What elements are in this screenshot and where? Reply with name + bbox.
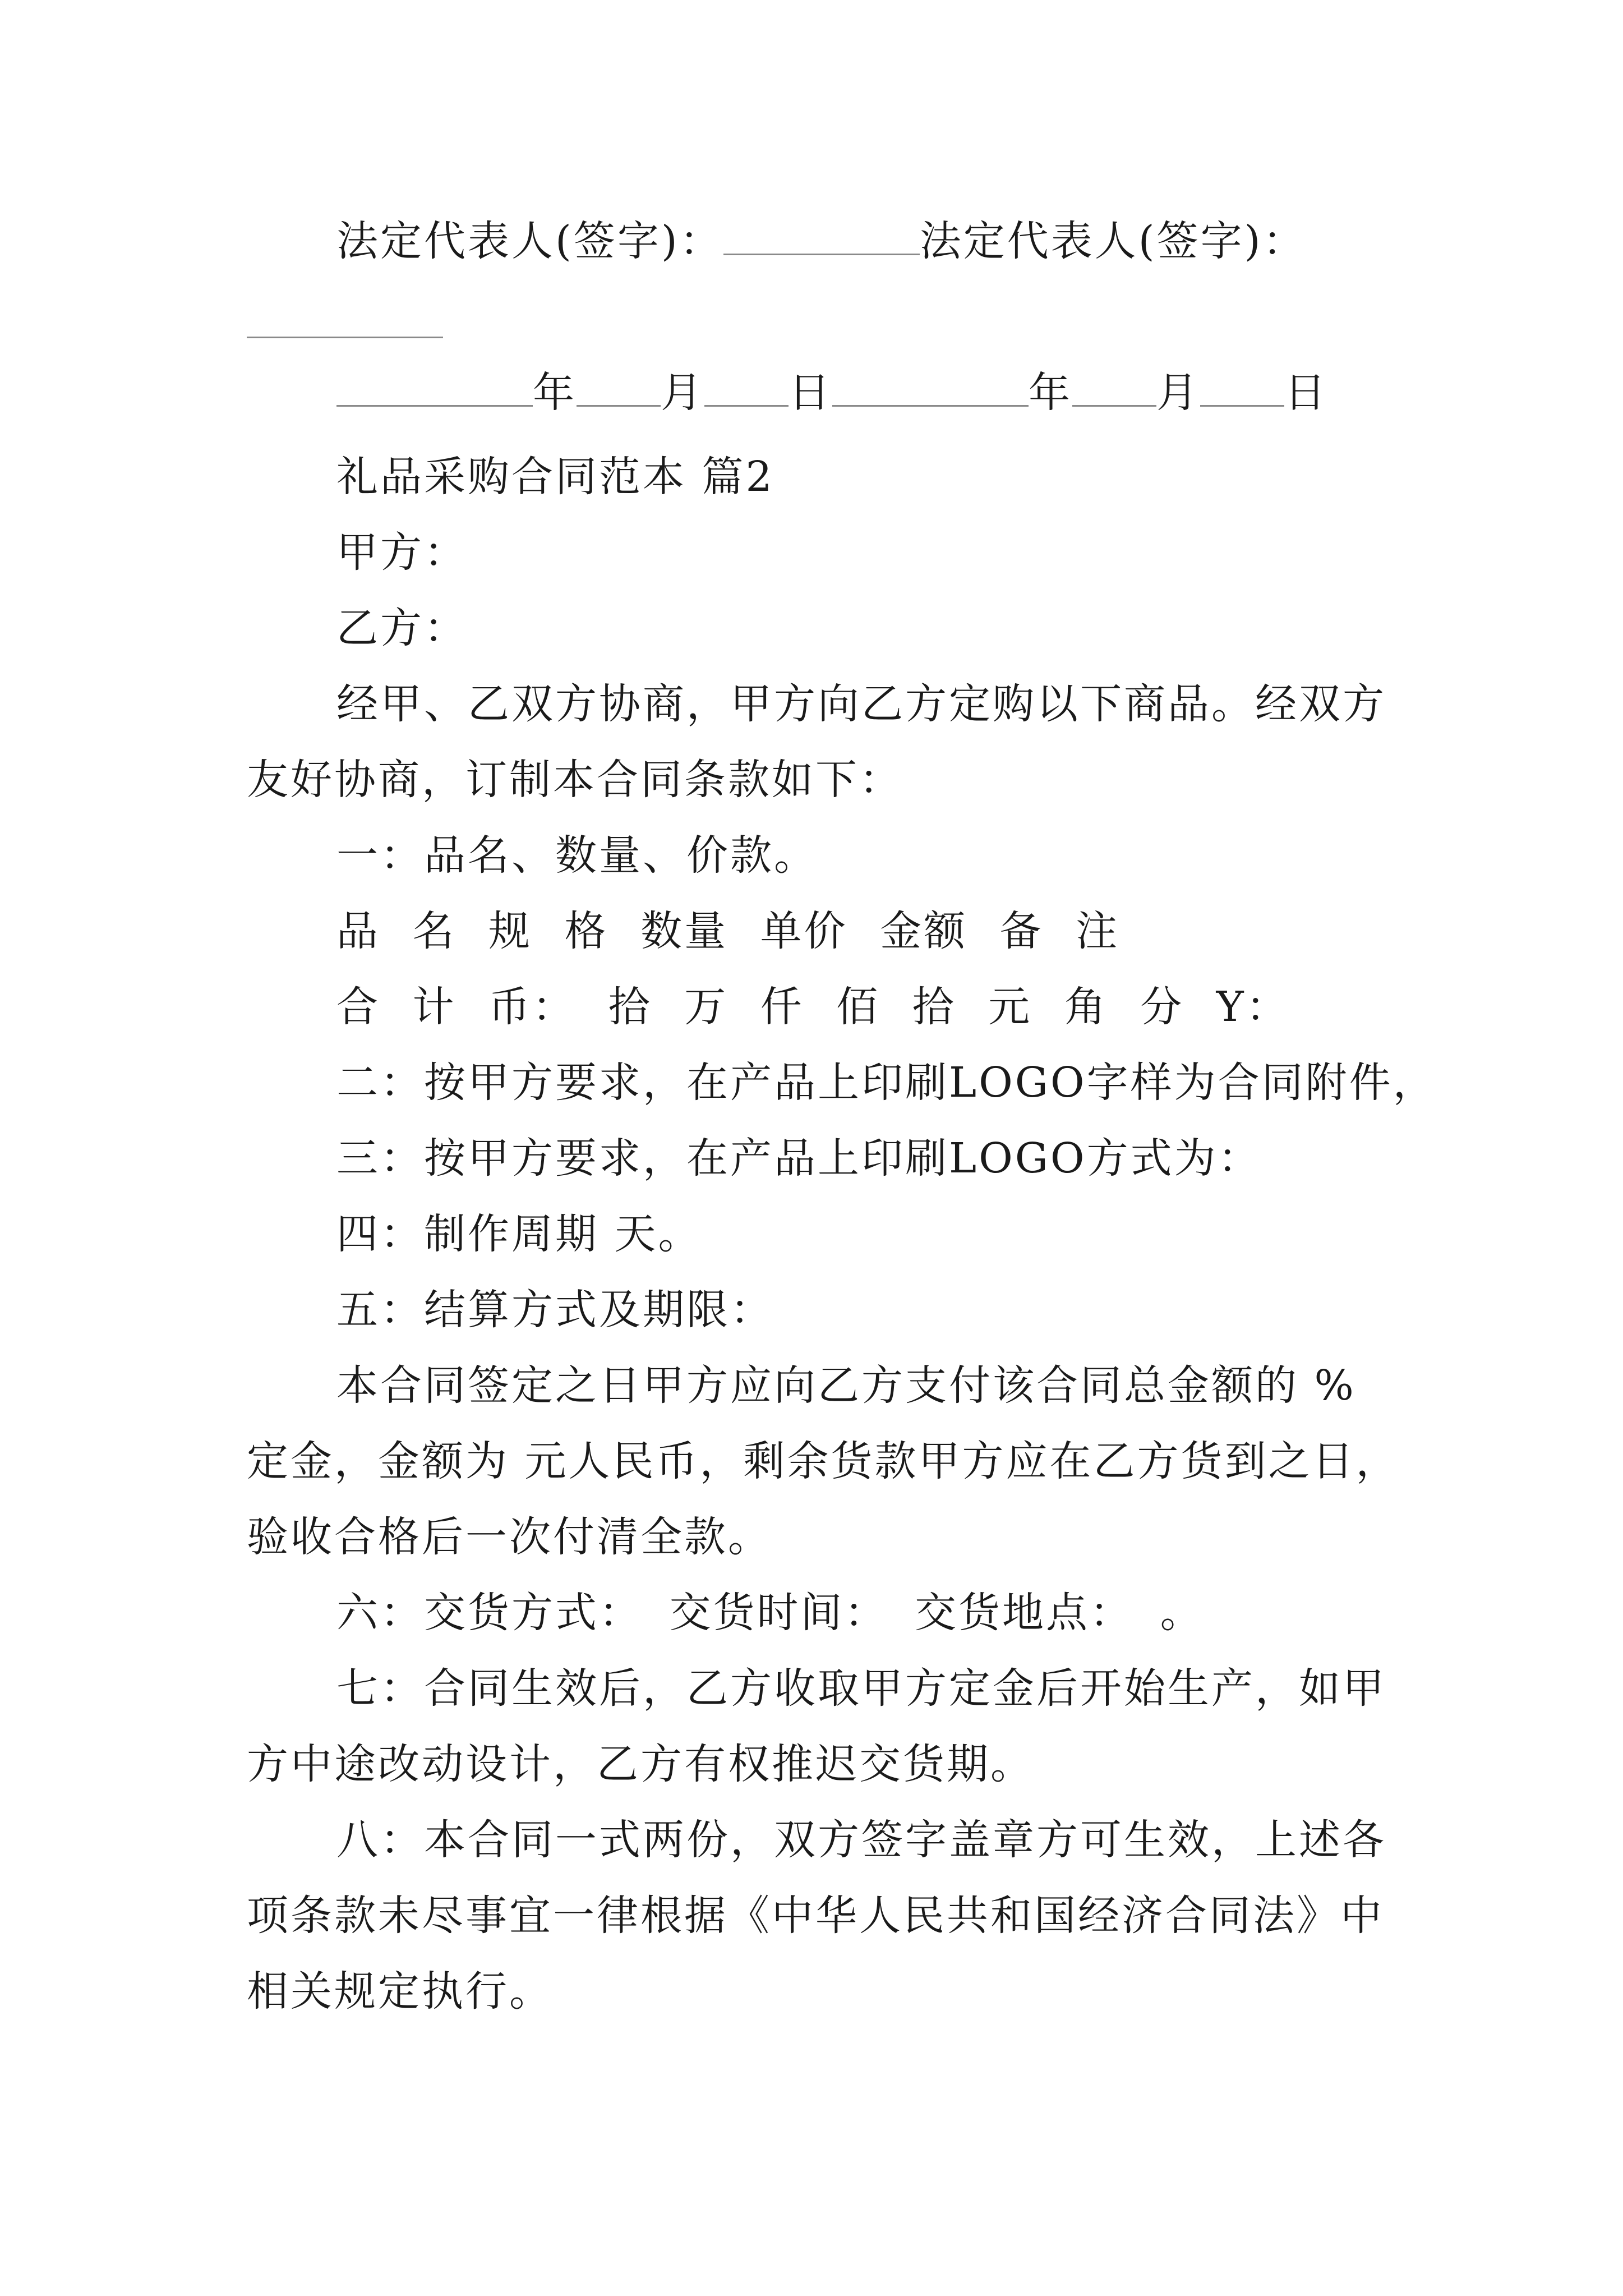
- intro-line-1: 经甲、乙双方协商，甲方向乙方定购以下商品。经双方: [336, 680, 1386, 728]
- clause-7-line-1: 七：合同生效后，乙方收取甲方定金后开始生产，如甲: [336, 1664, 1386, 1713]
- signature-label-a: 法定代表人(签字)：: [336, 217, 723, 265]
- clause-5-line-1: 本合同签定之日甲方应向乙方支付该合同总金额的 %: [336, 1361, 1356, 1410]
- clause-2: 二：按甲方要求，在产品上印刷LOGO字样为合同附件，: [336, 1059, 1437, 1107]
- date-blank-year-b[interactable]: [832, 366, 1029, 407]
- date-row: [336, 365, 1328, 421]
- clause-6: 六：交货方式： 交货时间： 交货地点： 。: [336, 1589, 1204, 1637]
- clause-5: 五：结算方式及期限：: [336, 1286, 774, 1334]
- date-blank-month-b[interactable]: [1072, 366, 1156, 407]
- date-day-a: 日: [789, 369, 832, 417]
- total-line: 合 计 币： 拾 万 仟 佰 拾 元 角 分 Y：: [336, 983, 1290, 1031]
- date-day-b: 日: [1284, 369, 1328, 417]
- date-blank-year-a[interactable]: [336, 366, 533, 407]
- date-year-a: 年: [533, 369, 577, 417]
- date-month-b: 月: [1156, 369, 1200, 417]
- party-b: 乙方：: [336, 604, 468, 652]
- signature-label-b: 法定代表人(签字)：: [919, 217, 1307, 265]
- signature-row: [336, 213, 1307, 269]
- signature-blank-a[interactable]: [723, 214, 920, 255]
- date-blank-day-b[interactable]: [1200, 366, 1284, 407]
- signature-blank-b[interactable]: [247, 337, 443, 338]
- clause-5-line-2: 定金，金额为 元人民币，剩余货款甲方应在乙方货到之日，: [247, 1437, 1400, 1485]
- clause-3: 三：按甲方要求，在产品上印刷LOGO方式为：: [336, 1134, 1262, 1182]
- date-year-b: 年: [1029, 369, 1072, 417]
- intro-line-2: 友好协商，订制本合同条款如下：: [247, 756, 903, 804]
- date-blank-month-a[interactable]: [577, 366, 661, 407]
- clause-8-line-1: 八：本合同一式两份，双方签字盖章方可生效，上述各: [336, 1816, 1386, 1864]
- section-title: 礼品采购合同范本 篇2: [336, 453, 774, 501]
- date-blank-day-a[interactable]: [704, 366, 789, 407]
- clause-5-line-3: 验收合格后一次付清全款。: [247, 1513, 772, 1561]
- clause-8-line-2: 项条款未尽事宜一律根据《中华人民共和国经济合同法》中: [247, 1892, 1384, 1940]
- clause-4: 四：制作周期 天。: [336, 1210, 702, 1258]
- clause-8-line-3: 相关规定执行。: [247, 1967, 553, 2016]
- table-header: 品 名 规 格 数量 单价 金额 备 注: [336, 907, 1120, 955]
- clause-7-line-2: 方中途改动设计，乙方有权推迟交货期。: [247, 1740, 1034, 1788]
- clause-1: 一：品名、数量、价款。: [336, 831, 818, 880]
- party-a: 甲方：: [336, 528, 468, 577]
- date-month-a: 月: [661, 369, 704, 417]
